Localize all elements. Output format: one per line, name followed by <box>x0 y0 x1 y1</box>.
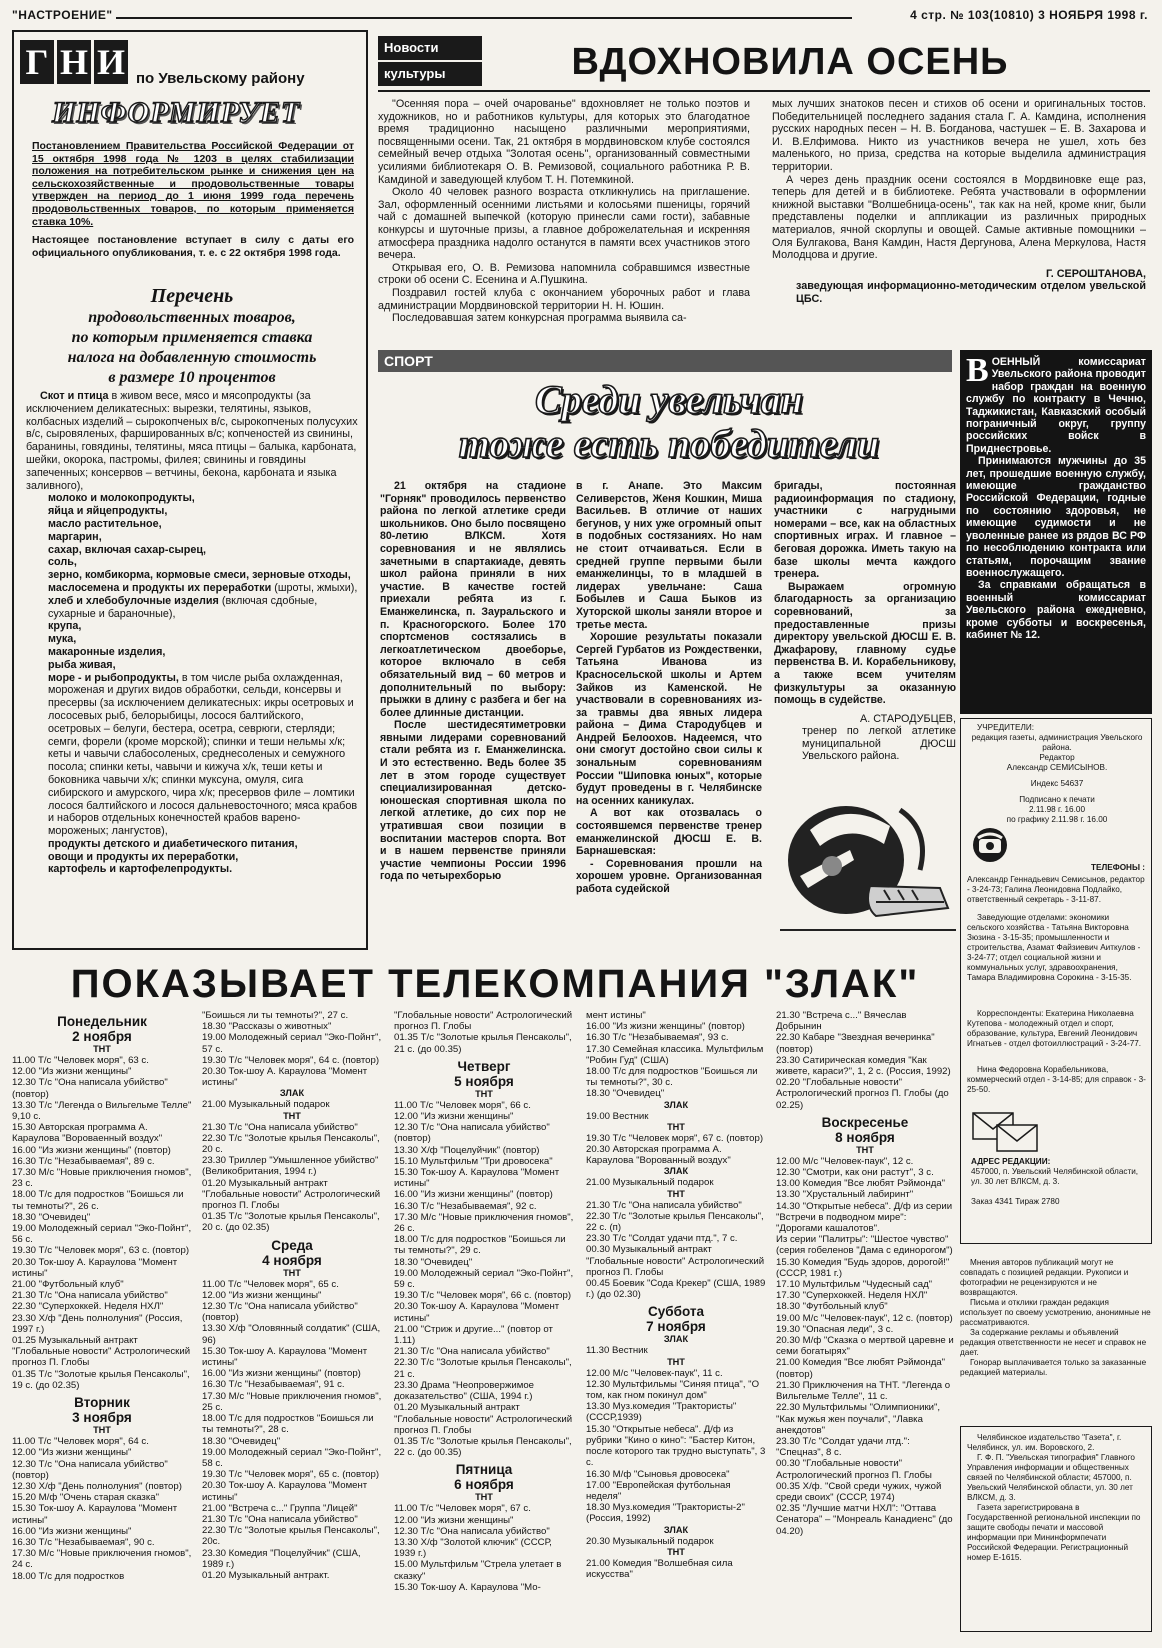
correspondents-text: Корреспонденты: Екатерина Николаевна Кутепова - молодежный отдел и спорт, образование, культура, Евгений Леонидович Игнатьев - отдел фотоиллюстраций - 3-24-77. <box>967 1009 1142 1048</box>
product-name: овощи и продукты их переработки, <box>48 850 239 863</box>
address-title: АДРЕС РЕДАКЦИИ: <box>971 1157 1051 1166</box>
culture-signature-role: заведующая информационно-методическим отделом увельской ЦБС. <box>796 280 1146 305</box>
tv-program: 21.00 "Стриж и другие..." (повтор от 1.11) <box>394 1323 553 1347</box>
culture-rubric-line: Новости <box>378 36 482 60</box>
list-title-line: Перечень <box>150 285 234 307</box>
tv-program: 22.30 Мультфильмы "Олимпионики", "Как мужья жен поучали", "Лавка анекдотов" <box>776 1402 941 1436</box>
tv-program: 21.00 "Футбольный клуб" <box>12 1279 124 1291</box>
product-name: хлеб и хлебобулочные изделия <box>48 594 219 607</box>
product-list-item <box>26 659 358 672</box>
tv-program: 16.00 "Из жизни женщины" <box>12 1525 132 1537</box>
product-name: соль, <box>48 556 77 569</box>
tv-column <box>776 1010 954 1537</box>
tv-program: 12.30 Х/ф "День полнолуния" (повтор) <box>12 1480 182 1492</box>
tv-channel: ТНТ <box>283 1110 301 1121</box>
runner-illustration <box>780 790 956 940</box>
tv-program: 12.00 "Из жизни женщины" <box>12 1447 132 1459</box>
culture-signature: Г. СЕРОШТАНОВА, <box>1045 267 1146 280</box>
product-name: Скот и птица <box>40 390 109 402</box>
culture-column-2 <box>772 98 1146 306</box>
product-list-item <box>26 544 358 557</box>
tv-program: 17.10 Мультфильм "Чудесный сад" <box>776 1279 933 1291</box>
publisher-text: Г. Ф. П. "Увельская типография" Главного Управления информации и общественных связей по Челябинской области; 457000, п. Увельский Челябинской области, ул. 30 лет ВЛКСМ, д. 3. <box>967 1453 1135 1502</box>
tv-program: 12.00 М/с "Человек-паук", 11 с. <box>586 1367 723 1379</box>
tv-date: 8 ноября <box>835 1129 895 1145</box>
sport-paragraph: в г. Анапе. Это Максим Селиверстов, Женя Кошкин, Миша Васильев. В отличие от наших бегунов, у них уже огромный опыт в подобных состязаниях. Но нам не стоит отчаиваться. Если в средней группе первыми были еманжелинцы, то в младшей в лидерах увельчане: Саша Бобылев и Саша Быков из Хуторской школы заняли второе и третье места. <box>576 480 762 631</box>
tv-program: 20.30 Авторская программа А. Караулова "Ворованный воздух" <box>586 1144 731 1167</box>
tv-program: 21.00 Музыкальный подарок <box>586 1177 714 1189</box>
tv-program: 01.35 Т/с "Золотые крылья Пенсаколы", 19 с. (до 02.35) <box>12 1368 190 1391</box>
effective-text: Настоящее постановление вступает в силу с даты его официального опубликования, т. е. с 22 октября 1998 года. <box>32 234 354 259</box>
culture-paragraph: Около 40 человек разного возраста откликнулись на приглашение. Зал, оформленный осенними листьями и колосьями пшеницы, горячий чай с домашней выпечкой (которую принесли сами гости), забавные конкурсы и шуточные призы, а главное доброжелательная и искренняя атмосфера праздника надолго останутся в памяти всех участников этого вечера. <box>378 186 750 262</box>
tv-date: 2 ноября <box>72 1029 132 1044</box>
product-name: макаронные изделия, <box>48 645 166 658</box>
imprint-line: редакция газеты, администрация Увельского района. <box>971 733 1143 752</box>
tv-channel: ТНТ <box>93 1044 111 1054</box>
military-text: Принимаются мужчины до 35 лет, прошедшие военную службу, имеющие гражданство Российской Федерации, годные по состоянию здоровья, не имеющие судимости и не уволенные ранее из рядов ВС РФ по несоблюдению контракта или статьям, порочащим звание военнослужащего. <box>966 455 1146 579</box>
product-name: сахар, включая сахар-сырец, <box>48 543 206 556</box>
product-list-item <box>26 595 358 621</box>
tv-program: 13.30 Х/ф "Оловянный солдатик" (США, 96) <box>202 1323 381 1346</box>
military-text: За справками обращаться в военный комиссариат Увельского района ежедневно, кроме субботы и воскресенья, кабинет № 12. <box>966 579 1146 641</box>
tv-channel: ТНТ <box>93 1425 111 1436</box>
tv-program: 16.30 М/ф "Сыновья дровосека" <box>586 1468 730 1480</box>
tv-program: 19.00 Молодежный сериал "Эко-Пойнт", 56 с. <box>12 1223 192 1246</box>
imprint-line: Подписано к печати <box>1019 795 1095 804</box>
tv-program: 15.30 Комедия "Будь здоров, дорогой!" (СССР, 1981 г.) <box>776 1256 950 1279</box>
product-list-item <box>26 556 358 569</box>
tv-program: 15.30 "Открытые небеса". Д/ф из рубрики "Кино о кино": "Бастер Китон, после которого так трудно выступать", 3 с. <box>586 1423 766 1469</box>
tv-channel: ТНТ <box>667 1356 685 1367</box>
sport-signature: А. СТАРОДУБЦЕВ, <box>860 712 956 725</box>
tv-program: 18.30 "Очевидец" <box>12 1211 91 1223</box>
tv-program: 18.00 Т/с для подростков "Боишься ли ты темноты?", 26 с. <box>12 1189 184 1212</box>
product-name: мука, <box>48 633 77 646</box>
product-name: маслосемена и продукты их переработки <box>48 581 272 594</box>
tv-program: 12.30 "Смотри, как они растут", 3 с. <box>776 1167 934 1179</box>
tv-program: 12.00 "Из жизни женщины" <box>12 1066 132 1078</box>
tv-program: 00.30 Музыкальный антракт "Глобальные новости" Астрологический прогноз П. Глобы <box>586 1244 765 1278</box>
tv-day-name: Вторник <box>74 1395 130 1411</box>
product-list-item <box>26 672 358 838</box>
tv-program: 20.30 Музыкальный подарок <box>586 1535 714 1547</box>
tv-program: 18.30 "Очевидец" <box>202 1435 281 1447</box>
tv-program: 13.30 "Хрустальный лабиринт" <box>776 1189 914 1201</box>
product-name: яйца и яйцепродукты, <box>48 505 168 518</box>
tv-program: 18.00 Т/с для подростков "Боишься ли ты темноты?", 29 с. <box>394 1234 566 1257</box>
founders-block <box>967 723 1147 825</box>
tv-program: 12.00 "Из жизни женщины" <box>394 1514 514 1526</box>
tv-program: 11.00 Т/с "Человек моря", 67 с. <box>394 1503 531 1515</box>
tv-program: 11.00 Т/с "Человек моря", 63 с. <box>12 1055 149 1066</box>
tv-program: 16.00 "Из жизни женщины" (повтор) <box>202 1368 361 1380</box>
tv-channel: ЗЛАК <box>663 1334 689 1345</box>
product-name: крупа, <box>48 620 82 633</box>
publisher-text: Газета зарегистрирована в Государственной региональной инспекции по защите свободы печати и массовой информации при Мининформпечати Российской Федерации. Регистрационный номер Е-1615. <box>967 1503 1141 1562</box>
culture-paragraph: А через день праздник осени состоялся в Мордвиновке еще раз, теперь для детей и в библиотеке. Ребята участвовали в оформлении книжной выставки "Волшебница-осень", так как на ней, кроме книг, были представлены поделки и аппликации из различных природных материалов, ячной скорлупы и овощей. Самые активные помощники – Оля Булгакова, Ваня Камдин, Настя Дергунова, Алена Меркулова, Настя Молодцова и другие. <box>772 173 1146 262</box>
tv-program: 17.30 "Суперхоккей. Неделя НХЛ" <box>776 1290 928 1302</box>
tv-program: 13.00 Комедия "Все любят Рэймонда" <box>776 1178 946 1190</box>
tv-program: 22.30 Т/с "Золотые крылья Пенсаколы", 20с. <box>202 1525 380 1548</box>
tv-day-name: Пятница <box>455 1462 513 1478</box>
imprint-line: 2.11.98 г. 16.00 <box>1028 805 1085 814</box>
tv-program: 17.30 М/с "Новые приключения гномов", 23 с. <box>12 1167 192 1190</box>
tv-day-name: Понедельник <box>57 1014 147 1029</box>
tv-channel: ЗЛАК <box>663 1099 689 1110</box>
tv-program: 01.35 Т/с "Золотые крылья Пенсаколы", 22 с. (до 00.35) <box>394 1435 572 1459</box>
tv-program: 23.30 Сатирическая комедия "Как живете, караси?", 1, 2 с. (Россия, 1992) <box>776 1054 951 1078</box>
gni-district: по Увельскому району <box>136 70 305 87</box>
tv-program: 15.30 Ток-шоу А. Караулова "Момент истины" <box>202 1345 368 1369</box>
sport-column-1 <box>380 480 566 883</box>
tv-program: 20.30 Ток-шоу А. Караулова "Момент истины" <box>202 1066 368 1089</box>
tv-program: 19.00 Молодежный сериал "Эко-Пойнт", 58 с. <box>202 1446 382 1469</box>
sport-paragraph: Хорошие результаты показали Сергей Гурбатов из Рождественки, Татьяна Иванова из Красносельской школы и Артем Зайков из Каменской. Не участвовали в соревнованиях из-за травмы два явных лидера района – Дима Стародубцев и Андрей Белоохов. Надеемся, что они смогут достойно свои силы к зональным соревнованиям России "Шиповка юных", которые будут проведены в г. Челябинске на осенних каникулах. <box>576 631 762 807</box>
tv-program: 11.00 Т/с "Человек моря", 66 с. <box>394 1099 531 1111</box>
tv-program: 21.00 "Встреча с..." Группа "Лицей" <box>202 1502 358 1514</box>
culture-title: ВДОХНОВИЛА ОСЕНЬ <box>571 41 1009 83</box>
disclaimer-block <box>960 1258 1152 1378</box>
tv-program: 17.30 М/с "Новые приключения гномов", 24 с. <box>12 1548 192 1571</box>
tv-program: 17.00 "Европейская футбольная неделя" <box>586 1479 731 1502</box>
imprint-line: по графику 2.11.98 г. 16.00 <box>1006 815 1108 824</box>
section-name: "НАСТРОЕНИЕ" <box>12 8 113 22</box>
tv-program: 14.30 "Открытые небеса". Д/ф из серии "Встречи в подводном мире": "Дорогами кашалотов". <box>776 1200 953 1235</box>
tv-date: 7 ноября <box>646 1319 706 1335</box>
product-details: в том числе рыба охлажденная, мороженая и других видов обработки, сельди, консервы и пресервы (за исключением деликатесных: икры осетровых и лососевых рыб, белорыбицы, лосося балтийского, осетровых – белуги, бестера, осетра, севрюги, стерляди; семги, форели (кроме морской); спинки и теши нельмы х/к; кеты и чавычи слабосоленых, среднесоленых и семужного посола; спинки кеты, чавычи и кижуча х/к, теши кеты и боковника чавычи х/к; спинки муксуна, омуля, сига сибирского и амурского, чира х/к; пресервов филе – ломтики лосося балтийского и лосося дальневосточного; мяса крабов и наборов отдельных конечностей крабов варено-мороженых; лангустов), <box>48 671 358 838</box>
tv-program: 15.10 Мультфильм "Три дровосека" <box>394 1155 553 1167</box>
tv-program: 19.30 Т/с "Человек моря", 63 с. (повтор) <box>12 1245 190 1257</box>
tv-program: 17.30 Семейная классика. Мультфильм "Робин Гуд" (США) <box>586 1043 764 1066</box>
military-recruitment-box <box>960 350 1152 714</box>
tv-program: 19.30 Т/с "Человек моря", 66 с. (повтор) <box>394 1290 572 1302</box>
list-title-line: в размере 10 процентов <box>108 369 276 386</box>
tv-program: 22.30 Кабаре "Звездная вечеринка" (повтор) <box>776 1032 935 1055</box>
tv-program: 18.00 Т/с для подростков "Боишься ли ты темноты?", 30 с. <box>586 1066 758 1089</box>
gni-logo <box>20 40 128 84</box>
tv-program: 12.30 Т/с "Она написала убийство" <box>394 1525 550 1537</box>
gni-letter: Н <box>57 40 91 84</box>
tv-program: 22.30 "Суперхоккей. Неделя НХЛ" <box>12 1301 164 1313</box>
tv-program: 00.30 "Глобальные новости" Астрологический прогноз П. Глобы <box>776 1458 932 1481</box>
product-details: в живом весе, мясо и мясопродукты (за исключением деликатесных: вырезки, телятины, языков, колбасных изделий – сырокопченых в/с, сырокопченых полусухих в/с, сыровяленых, фаршированных в/с; копченостей из свинины, баранины, говядины, телятины, мяса птицы – балыка, карбоната, шейки, окорока, пастромы, филея; свинины и говядины запеченных; консервов – ветчины, бекона, карбоната и языка заливного), <box>26 390 358 492</box>
product-details: (шроты, жмыхи), <box>271 581 358 594</box>
header-rule <box>116 17 852 19</box>
product-list-item <box>26 646 358 659</box>
military-dropcap: В <box>966 352 989 389</box>
tv-program: 13.30 Т/с "Легенда о Вильгельме Телле" 9,10 с. <box>12 1099 192 1123</box>
tv-program: 16.30 Т/с "Незабываемая", 91 с. <box>202 1379 345 1391</box>
tv-program: 16.00 "Из жизни женщины" (повтор) <box>12 1144 171 1156</box>
tv-program: 12.30 Т/с "Она написала убийство" (повтор) <box>12 1077 168 1100</box>
telephone-icon <box>971 827 1009 863</box>
tv-program: 18.30 "Очевидец" <box>586 1088 665 1100</box>
tv-program: 01.25 Музыкальный антракт "Глобальные новости" Астрологический прогноз П. Глобы <box>12 1335 191 1369</box>
tv-program: 00.35 Х/ф. "Свой среди чужих, чужой среди своих" (СССР, 1974) <box>776 1480 942 1503</box>
tv-day-name: Суббота <box>648 1304 704 1320</box>
culture-paragraph: Открывая его, О. В. Ремизова напомнила собравшимся известные строки об осени С. Есенина и А.Пушкина. <box>378 261 750 287</box>
tv-channel: ТНТ <box>856 1144 874 1155</box>
tv-program: 18.00 Т/с для подростков "Боишься ли ты темноты?", 28 с. <box>202 1413 374 1436</box>
tv-program: 01.35 Т/с "Золотые крылья Пенсаколы", 21 с. (до 00.35) <box>394 1032 572 1055</box>
product-name: зерно, комбикорма, кормовые смеси, зерновые отходы, <box>48 569 351 582</box>
tv-channel: ТНТ <box>283 1267 301 1278</box>
tv-program: 16.30 Т/с "Незабываемая", 90 с. <box>12 1536 155 1548</box>
list-title-line: по которым применяется ставка <box>71 329 313 346</box>
tv-program: 11.00 Т/с "Человек моря", 65 с. <box>202 1278 339 1290</box>
tv-program: "Боишься ли ты темноты?", 27 с. <box>202 1010 349 1021</box>
tv-program: 23.30 Комедия "Поцелуйчик" (США, 1989 г.) <box>202 1547 361 1570</box>
tv-program: 23.30 Т/с "Солдат удачи лтд.": "Спецназ", 8 с. <box>776 1435 910 1459</box>
tv-program: 23.30 Драма "Неопровержимое доказательство" (США, 1994 г.) <box>394 1379 535 1403</box>
culture-rubric-line: культуры <box>378 62 482 86</box>
tv-program: 17.30 М/с "Новые приключения гномов", 25 с. <box>202 1390 382 1413</box>
tv-program: 11.00 Т/с "Человек моря", 64 с. <box>12 1436 149 1448</box>
product-name: море - и рыбопродукты, <box>48 671 179 684</box>
issue-info: 4 стр. № 103(10810) 3 НОЯБРЯ 1998 г. <box>910 8 1148 22</box>
culture-rule <box>378 90 1150 92</box>
tv-program: 12.00 М/с "Человек-паук", 12 с. <box>776 1155 914 1167</box>
sport-column-2 <box>576 480 762 896</box>
tv-program: 01.20 Музыкальный антракт. <box>202 1569 330 1581</box>
tv-day-name: Среда <box>271 1237 313 1253</box>
tv-date: 3 ноября <box>72 1410 132 1426</box>
sport-title-line: Среди увельчан <box>535 377 803 422</box>
tv-program: "Глобальные новости" Астрологический прогноз П. Глобы <box>394 1010 573 1033</box>
decree-text: Постановлением Правительства Российской Федерации от 15 октября 1998 года № 1203 в целях стабилизации положения на потребительском рынке и снижения цен на сельскохозяйственные и продовольственные товары утвержден на период до 1 июня 1999 года перечень продовольственных товаров, по которым применяется ставка 10%. <box>32 140 354 228</box>
tv-program: 12.30 Т/с "Она написала убийство" (повтор) <box>394 1122 550 1145</box>
product-list-item <box>26 851 358 864</box>
sport-paragraph: После шестидесятиметровки явными лидерами соревнований стали ребята из г. Еманжелинска. И это естественно. Ведь более 35 лет в этом городе существует специализированная детско-юношеская спортивная школа по легкой атлетике, до сих пор не утратившая свои позиции в воспитании мастеров спорта. Вот и в нашем первенстве приняли участие чемпионы России 1996 года по четырехборью <box>380 719 566 883</box>
tv-program: 12.30 Мультфильмы "Синяя птица", "О том, как гном покинул дом" <box>586 1378 760 1402</box>
tv-program: 15.30 Ток-шоу А. Караулова "Момент истины" <box>394 1167 560 1190</box>
tv-program: 18.30 "Футбольный клуб" <box>776 1301 888 1313</box>
tv-column <box>202 1010 382 1581</box>
tv-date: 6 ноября <box>454 1477 514 1493</box>
tv-program: 21.00 Музыкальный подарок <box>202 1099 330 1111</box>
tv-program: 13.30 Муз.комедия "Трактористы" (СССР,1939) <box>586 1401 737 1424</box>
product-list-item <box>26 863 358 876</box>
sport-paragraph: А вот как отозвалась о состоявшемся первенстве тренер еманжелинской ДЮСШ Е. В. Барнашевская: <box>576 807 762 858</box>
sport-paragraph: бригады, постоянная радиоинформация по стадиону, участники с нагрудными номерами – все, как на областных спортивных играх. И главное – беговая дорожка. Иметь такую на базе школы мечта каждого тренера. <box>774 480 956 581</box>
tv-program: 11.30 Вестник <box>586 1345 648 1357</box>
tv-program: 16.00 "Из жизни женщины" (повтор) <box>394 1189 553 1201</box>
tv-program: 23.30 Х/ф "День полнолуния" (Россия, 1997 г.) <box>12 1312 183 1335</box>
tv-program: 22.30 Т/с "Золотые крылья Пенсаколы", 21 с. <box>394 1357 572 1380</box>
product-name: масло растительное, <box>48 517 162 530</box>
product-list-item <box>26 390 358 492</box>
tv-program: 19.00 Молодежный сериал "Эко-Пойнт", 59 с. <box>394 1267 574 1291</box>
disclaimer-text: Мнения авторов публикаций могут не совпадать с позицией редакции. Рукописи и фотографии не рецензируются и не возвращаются. <box>960 1258 1129 1297</box>
tv-program: 20.30 Ток-шоу А. Караулова "Момент истины" <box>202 1480 368 1503</box>
tv-program: 21.30 Т/с "Она написала убийство" <box>586 1199 742 1211</box>
tv-program: 21.00 Комедия "Все любят Рэймонда" (повтор) <box>776 1357 946 1380</box>
imprint-line: Индекс 54637 <box>1030 779 1084 788</box>
tv-program: 13.30 Х/ф "Поцелуйчик" (повтор) <box>394 1144 540 1156</box>
gni-informs: ИНФОРМИРУЕТ <box>52 96 301 129</box>
tv-program: 15.30 Ток-шоу А. Караулова "Момент истины" <box>12 1503 178 1526</box>
departments-text: Заведующие отделами: экономики сельского хозяйства - Татьяна Викторовна Зюзина - 3-15-35; промышленности и строительства, Азамат Файзиевич Аиткулов - 3-24-77; отдел социальной жизни и коммунальных услуг, здравоохранения, Тамара Владимировна Сорокина - 3-15-35. <box>967 913 1141 982</box>
tv-day-name: Воскресенье <box>821 1114 909 1130</box>
imprint-line: Редактор <box>1039 753 1075 762</box>
tv-title: ПОКАЗЫВАЕТ ТЕЛЕКОМПАНИЯ "ЗЛАК" <box>70 962 920 1006</box>
tv-column <box>394 1010 574 1593</box>
address-text: 457000, п. Увельский Челябинской области, ул. 30 лет ВЛКСМ, д. 3. <box>971 1167 1139 1186</box>
tv-column <box>586 1010 766 1580</box>
publisher-box <box>960 1426 1152 1632</box>
tv-program: 20.30 М/ф "Сказка о мертвой царевне и семи богатырях" <box>776 1335 954 1358</box>
disclaimer-text: Письма и отклики граждан редакция использует по своему усмотрению, анонимные не рассматриваются. <box>960 1298 1151 1327</box>
product-list <box>26 390 358 876</box>
tv-program: 20.30 Ток-шоу А. Караулова "Момент истины" <box>12 1256 178 1279</box>
tv-channel: ТНТ <box>667 1188 685 1199</box>
imprint-box <box>960 718 1152 1244</box>
product-details: (включая сдобные, сухарные и бараночные), <box>48 594 318 620</box>
list-title-line: налога на добавленную стоимость <box>67 349 317 366</box>
sport-column-3 <box>774 480 956 763</box>
tv-program: 21.30 Т/с "Она написала убийство" <box>12 1290 168 1302</box>
product-name: маргарин, <box>48 530 102 543</box>
tv-channel: ТНТ <box>667 1121 685 1132</box>
tv-program: 22.30 Т/с "Золотые крылья Пенсаколы", 20 с. <box>202 1132 380 1156</box>
gni-notice-box <box>12 30 368 950</box>
culture-paragraph: мых лучших знатоков песен и стихов об осени и оригинальных тостов. Победительницей последнего задания стала Г. А. Камдина, исполнения русских народных песен – Н. В. Богданова, частушек – Е. В. Захарова и И. В.Елфимова. Никто из участников вечера не ушел, хоть без маленького, но приза, средства на которые выделила администрация территории. <box>772 98 1146 173</box>
sport-signature-role: тренер по легкой атлетике муниципальной ДЮСШ Увельского района. <box>802 725 956 763</box>
tv-program: 18.30 "Рассказы о животных" <box>202 1021 332 1033</box>
tv-program: 19.00 Молодежный сериал "Эко-Пойнт", 57 с. <box>202 1032 382 1055</box>
tv-program: 02.35 "Лучшие матчи НХЛ": "Оттава Сенатора" – "Монреаль Канадиенс" (до 04.20) <box>776 1503 953 1537</box>
culture-paragraph: "Осенняя пора – очей очарованье" вдохновляет не только поэтов и художников, но и работников культуры, для которых это благодатное время традиционно насыщено различными мероприятиями, посвященными осени. Так, 21 октября в мордвиновском клубе состоялся семейный вечер отдыха "Золотая осень", организованный совместными усилиями библиотекаря О. В. Ремизовой, социального работника Р. В. Камдиной и заведующей клубом Т. Н. Потемкиной. <box>378 98 750 186</box>
product-list-item <box>26 569 358 582</box>
product-name: рыба живая, <box>48 658 116 671</box>
tv-program: 01.20 Музыкальный антракт "Глобальные новости" Астрологический прогноз П. Глобы <box>202 1177 381 1212</box>
tv-date: 5 ноября <box>454 1073 514 1089</box>
tv-program: 16.30 Т/с "Незабываемая", 89 с. <box>12 1155 155 1167</box>
sport-paragraph: 21 октября на стадионе "Горняк" проводилось первенство района по легкой атлетике среди школьников. Оно было посвящено 80-летию ВЛКСМ. Хотя соревнования и не являлись зачетными в спартакиаде, девять школ района приняли в них участие. В качестве гостей приехали ребята из г. Еманжелинска, п. Зауральского и п. Красногорского. Более 170 спортсменов состязались в легкоатлетическом двоеборье, которое включало в себя обязательный вид – 60 метров и дополнительный по выбору: прыжки в длину с разбега и бег на более длинные дистанции. <box>380 480 566 719</box>
tv-channel: ЗЛАК <box>663 1524 689 1535</box>
tv-channel: ТНТ <box>667 1546 685 1557</box>
ads-text: Нина Федоровна Корабельникова, коммерческий отдел - 3-14-85; для справок - 3-25-50. <box>967 1065 1146 1094</box>
product-list-item <box>26 518 358 531</box>
tv-program: 18.30 Муз.комедия "Трактористы-2" (Россия, 1992) <box>586 1502 745 1525</box>
tv-program: 21.00 Комедия "Волшебная сила искусства" <box>586 1557 733 1580</box>
envelope-icon <box>971 1111 1041 1155</box>
tv-program: 21.30 Т/с "Она написала убийство" <box>394 1346 550 1358</box>
tv-channel: ТНТ <box>475 1492 493 1503</box>
tv-program: 20.30 Ток-шоу А. Караулова "Момент истины" <box>394 1301 560 1324</box>
product-list-item <box>26 492 358 505</box>
tv-program: 23.30 Т/с "Солдат удачи птд.", 7 с. <box>586 1233 738 1245</box>
tv-program: 18.00 Т/с для подростков <box>12 1570 125 1582</box>
disclaimer-text: За содержание рекламы и объявлений редакция ответственности не несет и справок не дает. <box>960 1328 1147 1357</box>
tv-program: 15.30 Ток-шоу А. Караулова "Мо- <box>394 1581 541 1593</box>
tv-program: 23.30 Триллер "Умышленное убийство" (Великобритания, 1994 г.) <box>202 1155 379 1178</box>
tv-program: 02.20 "Глобальные новости" Астрологический прогноз П. Глобы (до 02.25) <box>776 1077 949 1111</box>
tv-program: 19.30 Т/с "Человек моря", 67 с. (повтор) <box>586 1132 764 1144</box>
military-text: ОЕННЫЙ комиссариат Увельского района проводит набор граждан на военную службу по контракту в Чечню, Таджикистан, Кавказский особый пограничный округ, группу российских войск в Приднестровье. <box>966 356 1146 455</box>
product-list-item <box>26 531 358 544</box>
product-name: картофель и картофелепродукты. <box>48 863 233 876</box>
tv-program: 13.30 Х/ф "Золотой ключик" (СССР, 1939 г.) <box>394 1536 552 1560</box>
phones-title: ТЕЛЕФОНЫ : <box>1091 863 1145 872</box>
tv-program: 12.00 "Из жизни женщины" <box>202 1289 322 1301</box>
tv-program: 17.30 М/с "Новые приключения гномов", 26 с. <box>394 1211 574 1235</box>
product-list-item <box>26 838 358 851</box>
list-title <box>24 284 360 388</box>
tv-program: мент истины" <box>586 1010 646 1021</box>
product-name: молоко и молокопродукты, <box>48 492 195 505</box>
tv-program: 21.30 Т/с "Она написала убийство" <box>202 1121 358 1133</box>
imprint-line: УЧРЕДИТЕЛИ: <box>977 723 1035 732</box>
tv-program: 12.30 Т/с "Она написала убийство" (повтор) <box>12 1458 168 1481</box>
tv-program: 21.30 Т/с "Она написала убийство" <box>202 1513 358 1525</box>
tv-program: 16.30 Т/с "Незабываемая", 92 с. <box>394 1200 537 1212</box>
tv-program: 18.30 "Очевидец" <box>394 1256 473 1268</box>
order-info: Заказ 4341 Тираж 2780 <box>971 1197 1060 1206</box>
product-list-item <box>26 505 358 518</box>
disclaimer-text: Гонорар выплачивается только за заказанные редакцией материалы. <box>960 1358 1147 1377</box>
tv-program: 16.00 "Из жизни женщины" (повтор) <box>586 1021 745 1033</box>
imprint-line: Александр СЕМИСЫНОВ. <box>1006 763 1108 772</box>
tv-program: 21.30 Приключения на ТНТ. "Легенда о Вильгельме Телле", 11 с. <box>776 1379 951 1403</box>
tv-program: 01.20 Музыкальный антракт "Глобальные новости" Астрологический прогноз П. Глобы <box>394 1402 573 1436</box>
culture-column-1 <box>378 98 750 325</box>
tv-program: 19.30 Т/с "Человек моря", 65 с. (повтор) <box>202 1469 380 1481</box>
tv-program: 16.30 Т/с "Незабываемая", 93 с. <box>586 1032 729 1044</box>
culture-paragraph: Последовавшая затем конкурсная программа выявила са- <box>392 312 687 325</box>
sport-paragraph: - Соревнования прошли на хорошем уровне. Организованная работа судейской <box>576 857 762 895</box>
tv-channel: ЗЛАК <box>663 1166 689 1177</box>
product-list-item <box>26 582 358 595</box>
tv-program: 00.45 Боевик "Сода Крекер" (США, 1989 г.) (до 02.30) <box>586 1278 766 1301</box>
sport-rubric: СПОРТ <box>378 350 952 372</box>
tv-day-name: Четверг <box>457 1058 511 1074</box>
gni-letter: Г <box>20 40 54 84</box>
tv-channel: ЗЛАК <box>279 1088 305 1099</box>
sport-title-line: тоже есть победители <box>458 421 880 466</box>
product-list-item <box>26 633 358 646</box>
tv-program: 01.35 Т/с "Золотые крылья Пенсаколы", 20 с. (до 02.35) <box>202 1211 380 1234</box>
tv-program: 22.30 Т/с "Золотые крылья Пенсаколы", 22 с. (п) <box>586 1210 764 1234</box>
tv-program: Из серии "Палитры": "Шестое чувство" (серия гобеленов "Дама с единорогом") <box>776 1234 953 1257</box>
phones-text: Александр Геннадьевич Семисынов, редактор - 3-24-73; Галина Леонидовна Подлайко, ответственный секретарь - 3-11-87. <box>967 875 1145 904</box>
product-name: продукты детского и диабетического питания, <box>48 837 298 850</box>
product-list-item <box>26 620 358 633</box>
tv-program: 12.30 Т/с "Она написала убийство" (повтор) <box>202 1301 358 1324</box>
tv-program: 19.00 М/с "Человек-паук", 12 с. (повтор) <box>776 1312 953 1324</box>
tv-column <box>12 1010 192 1582</box>
tv-program: 12.00 "Из жизни женщины" <box>394 1111 514 1123</box>
tv-program: 21.30 "Встреча с..." Вячеслав Добрынин <box>776 1010 907 1033</box>
sport-title <box>384 378 954 466</box>
tv-program: 19.00 Вестник <box>586 1110 649 1122</box>
tv-program: 19.30 "Опасная леди", 3 с. <box>776 1323 894 1335</box>
tv-channel: ТНТ <box>475 1088 493 1099</box>
tv-date: 4 ноября <box>262 1252 322 1268</box>
tv-program: 15.20 М/ф "Очень старая сказка" <box>12 1492 159 1504</box>
sport-paragraph: Выражаем огромную благодарность за организацию соревнований, за предоставленные призы директору увельской ДЮСШ Е. В. Джафарову, главному судье первенства В. И. Корабельникову, а также всем учителям физкультуры за оказанную помощь в судействе. <box>774 580 956 707</box>
tv-program: 15.00 Мультфильм "Стрела улетает в сказку" <box>394 1559 562 1582</box>
tv-program: 19.30 Т/с "Человек моря", 64 с. (повтор) <box>202 1054 380 1066</box>
list-title-line: продовольственных товаров, <box>88 309 296 326</box>
culture-paragraph: Поздравил гостей клуба с окончанием уборочных работ и глава администрации Мордвиновской территории Н. Н. Юшин. <box>378 286 750 312</box>
tv-program: 15.30 Авторская программа А. Караулова "Вороваенный воздух" <box>12 1122 163 1145</box>
publisher-text: Челябинское издательство "Газета", г. Челябинск, ул. им. Воровского, 2. <box>967 1433 1122 1452</box>
gni-letter: И <box>94 40 128 84</box>
